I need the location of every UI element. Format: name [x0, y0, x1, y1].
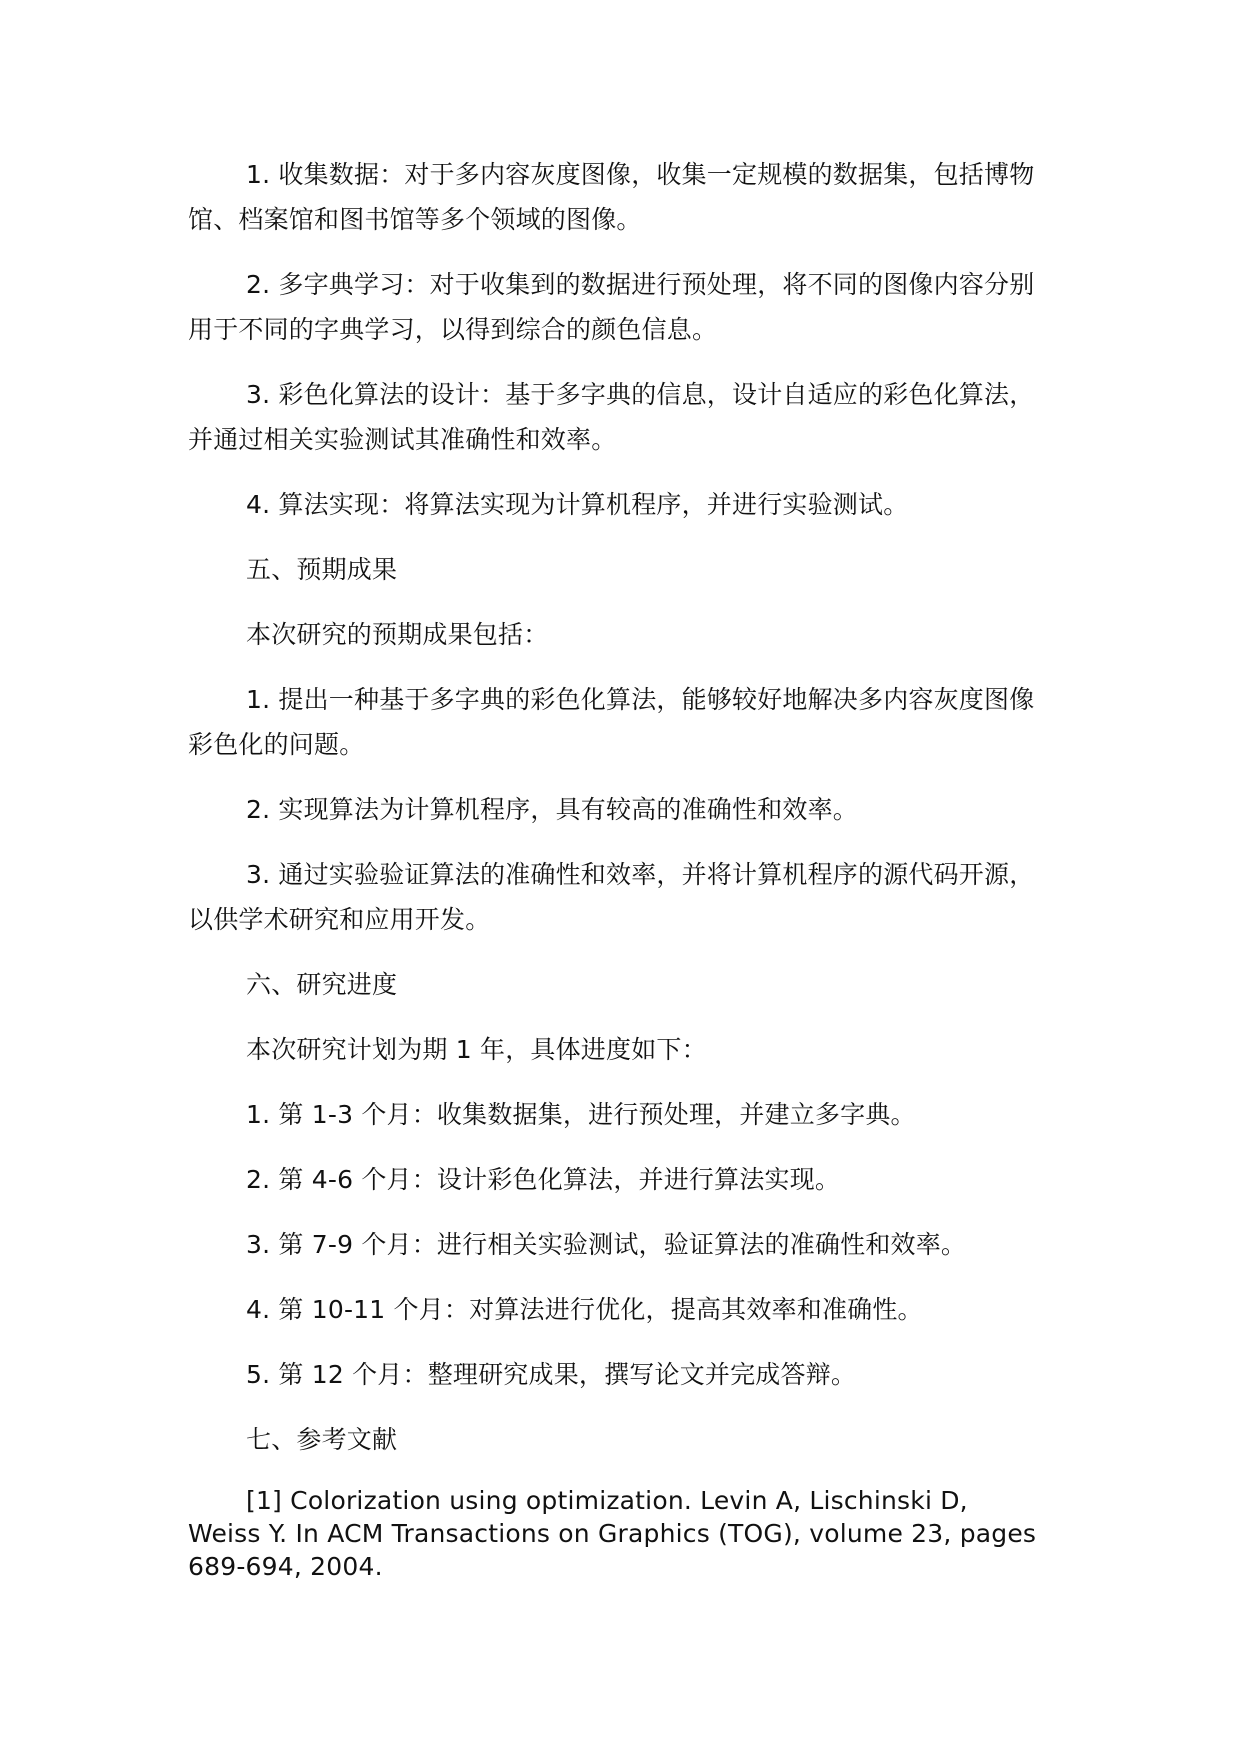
progress-intro: 本次研究计划为期 1 年，具体进度如下：	[246, 1035, 707, 1064]
reference-entry: [1] Colorization using optimization. Levin A, Lischinski D, Weiss Y. In ACM Transactions on Graphics (TOG), volume 23, pages 689-694, 2004.	[188, 1486, 1037, 1581]
progress-item-5: 5. 第 12 个月：整理研究成果，撰写论文并完成答辩。	[246, 1360, 857, 1389]
expected-result-2: 2. 实现算法为计算机程序，具有较高的准确性和效率。	[246, 795, 859, 824]
progress-item-1: 1. 第 1-3 个月：收集数据集，进行预处理，并建立多字典。	[246, 1100, 916, 1129]
method-step-4: 4. 算法实现：将算法实现为计算机程序，并进行实验测试。	[246, 490, 909, 519]
section-heading-expected-results: 五、预期成果	[246, 555, 398, 584]
progress-item-3: 3. 第 7-9 个月：进行相关实验测试，验证算法的准确性和效率。	[246, 1230, 967, 1259]
progress-item-2: 2. 第 4-6 个月：设计彩色化算法，并进行算法实现。	[246, 1165, 841, 1194]
section-heading-progress: 六、研究进度	[246, 970, 398, 999]
section-heading-references: 七、参考文献	[246, 1425, 398, 1454]
progress-item-4: 4. 第 10-11 个月：对算法进行优化，提高其效率和准确性。	[246, 1295, 923, 1324]
method-step-1: 1. 收集数据：对于多内容灰度图像，收集一定规模的数据集，包括博物馆、档案馆和图书馆等多个领域的图像。	[188, 160, 1035, 234]
expected-result-3: 3. 通过实验验证算法的准确性和效率，并将计算机程序的源代码开源，以供学术研究和应用开发。	[188, 860, 1035, 934]
document-body	[188, 152, 1040, 1583]
expected-results-intro: 本次研究的预期成果包括：	[246, 620, 549, 649]
expected-result-1: 1. 提出一种基于多字典的彩色化算法，能够较好地解决多内容灰度图像彩色化的问题。	[188, 685, 1035, 759]
method-step-3: 3. 彩色化算法的设计：基于多字典的信息，设计自适应的彩色化算法，并通过相关实验测试其准确性和效率。	[188, 380, 1035, 454]
method-step-2: 2. 多字典学习：对于收集到的数据进行预处理，将不同的图像内容分别用于不同的字典学习，以得到综合的颜色信息。	[188, 270, 1035, 344]
